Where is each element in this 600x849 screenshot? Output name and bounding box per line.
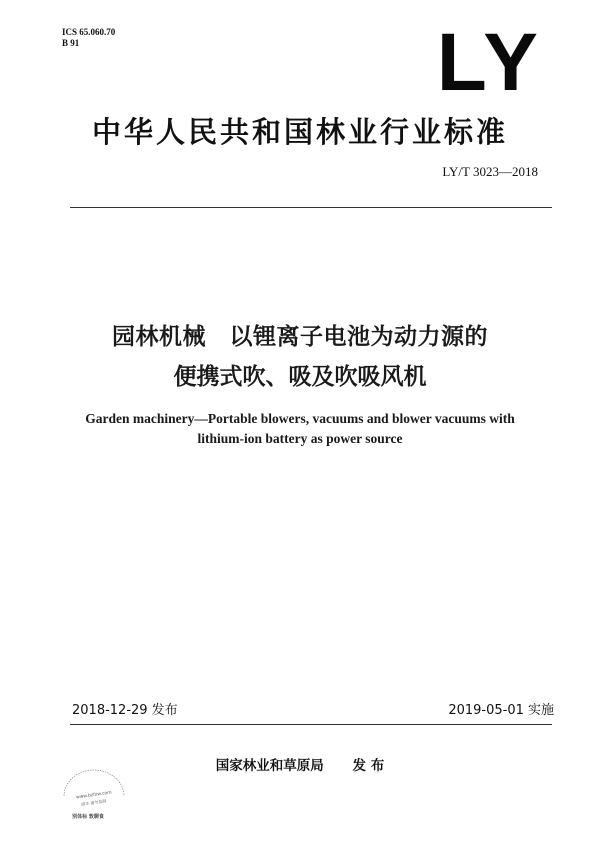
ly-logo: LY [436, 17, 542, 108]
stamp-url: www.bzfxw.com [75, 790, 113, 801]
document-title-zh-line1: 园林机械 以锂离子电池为动力源的 [112, 324, 488, 350]
implementation-date: 2019-05-01 实施 [448, 703, 554, 718]
stamp-label: 别体标 敦聊食 [72, 814, 104, 820]
issuer-action: 发 布 [352, 758, 385, 774]
issue-date: 2018-12-29 发布 [72, 703, 178, 718]
stamp-note: 副本 请勿复制 [80, 798, 107, 807]
top-divider [70, 207, 552, 208]
issuer-name: 国家林业和草原局 [215, 758, 324, 774]
bottom-divider [70, 724, 552, 725]
distributor-stamp [58, 766, 130, 832]
standard-category-title: 中华人民共和国林业行业标准 [91, 115, 508, 149]
standard-number: LY/T 3023—2018 [442, 164, 538, 179]
ics-code: ICS 65.060.70 [62, 27, 116, 37]
classification-codes [62, 27, 115, 49]
ccs-code: B 91 [62, 38, 80, 48]
document-title-zh-line2: 便携式吹、吸及吹吸风机 [173, 364, 427, 390]
document-title-en-line1: Garden machinery—Portable blowers, vacuums and blower vacuums with [85, 411, 515, 426]
document-title-en-line2: lithium-ion battery as power source [197, 431, 403, 446]
